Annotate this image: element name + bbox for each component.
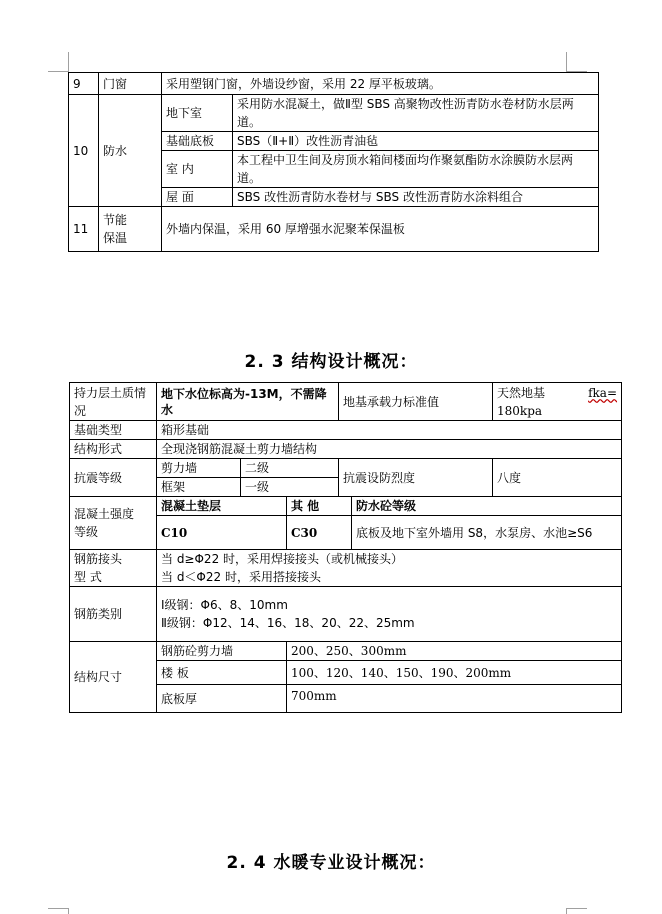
- row-item: [99, 207, 162, 252]
- cell-label-line: 钢筋接头: [74, 552, 123, 566]
- cell-value: 箱形基础: [157, 421, 622, 440]
- sub-item-value: 100、120、140、150、190、200mm: [287, 661, 622, 685]
- row-item: 门窗: [99, 73, 162, 95]
- table-row: [70, 550, 622, 587]
- cell-value-line: 当 d≥Φ22 时，采用焊接接头（或机械接头）: [161, 552, 404, 566]
- row-number: 10: [69, 95, 99, 207]
- crop-mark: [68, 908, 69, 914]
- crop-mark: [48, 908, 68, 909]
- cell-value-line: Ⅰ级钢：Φ6、8、10mm: [161, 598, 288, 612]
- cell-label: 持力层土质情况: [70, 383, 157, 421]
- sub-item-name: 楼 板: [157, 661, 287, 685]
- cell-value-line: Ⅱ级钢：Φ12、14、16、18、20、22、25mm: [161, 616, 415, 630]
- sub-item-content: SBS（Ⅱ+Ⅱ）改性沥青油毡: [233, 132, 599, 151]
- cell-value: [157, 587, 622, 642]
- capacity-value: 180kpa: [497, 403, 543, 418]
- table-row: [70, 587, 622, 642]
- sub-item-name: 钢筋砼剪力墙: [157, 642, 287, 661]
- table-row: [70, 642, 622, 661]
- cell-label: 抗震等级: [70, 459, 157, 497]
- architecture-table: [68, 72, 599, 252]
- cell-label: 基础类型: [70, 421, 157, 440]
- cell-label: [70, 497, 157, 550]
- table-row: [70, 421, 622, 440]
- table-row: [70, 497, 622, 516]
- sub-item-content: 本工程中卫生间及房顶水箱间楼面均作聚氨酯防水涂膜防水层两道。: [233, 151, 599, 188]
- sub-item-content: 采用防水混凝土，做Ⅱ型 SBS 高聚物改性沥青防水卷材防水层两道。: [233, 95, 599, 132]
- cell-label: [70, 550, 157, 587]
- cell-label: 钢筋类别: [70, 587, 157, 642]
- sub-item-name: 基础底板: [162, 132, 233, 151]
- section-heading-hvac: 2. 4 水暖专业设计概况：: [226, 853, 436, 873]
- table-row: [70, 459, 622, 478]
- crop-mark: [68, 52, 69, 72]
- fka-text: fka=: [588, 385, 618, 400]
- row-content: 采用塑钢门窗，外墙设纱窗，采用 22 厚平板玻璃。: [162, 73, 599, 95]
- row-item-line: 保温: [103, 231, 128, 245]
- groundwater-cell: 地下水位标高为-13M，不需降水: [157, 383, 339, 421]
- sub-item-content: SBS 改性沥青防水卷材与 SBS 改性沥青防水涂料组合: [233, 188, 599, 207]
- sub-item-name: 地下室: [162, 95, 233, 132]
- crop-mark: [566, 52, 567, 72]
- foundation-capacity-cell: [493, 383, 622, 421]
- crop-mark: [567, 908, 587, 909]
- section-heading-structure: 2. 3 结构设计概况：: [244, 352, 418, 372]
- row-item-line: 节能: [103, 213, 128, 227]
- table-row: [69, 73, 599, 95]
- crop-mark: [48, 71, 68, 72]
- cell-label: 结构形式: [70, 440, 157, 459]
- row-item: 防水: [99, 95, 162, 207]
- sub-item-value: 200、250、300mm: [287, 642, 622, 661]
- table-row: [70, 383, 622, 421]
- cell-value: 八度: [493, 459, 622, 497]
- cell-value-line: 当 d＜Φ22 时，采用搭接接头: [161, 570, 321, 584]
- structure-table: [69, 382, 622, 713]
- cell-label: 抗震设防烈度: [339, 459, 493, 497]
- table-row: [70, 440, 622, 459]
- cell-value: 底板及地下室外墙用 S8，水泵房、水池≥S6: [352, 516, 622, 550]
- row-content: 外墙内保温，采用 60 厚增强水泥聚苯保温板: [162, 207, 599, 252]
- cell-value: C10: [157, 516, 287, 550]
- row-number: 9: [69, 73, 99, 95]
- capacity-line: [497, 384, 617, 402]
- crop-mark: [566, 908, 567, 914]
- cell-label: 结构尺寸: [70, 642, 157, 713]
- cell-value: 全现浇钢筋混凝土剪力墙结构: [157, 440, 622, 459]
- cell-value: 框架: [157, 478, 241, 497]
- cell-value: 二级: [241, 459, 339, 478]
- sub-item-name: 室 内: [162, 151, 233, 188]
- sub-item-name: 屋 面: [162, 188, 233, 207]
- cell-value: [157, 550, 622, 587]
- cell-label: 地基承载力标准值: [339, 383, 493, 421]
- cell-value: 一级: [241, 478, 339, 497]
- cell-label-line: 等级: [74, 525, 99, 539]
- cell-value: 剪力墙: [157, 459, 241, 478]
- row-number: 11: [69, 207, 99, 252]
- cell-header: 其 他: [287, 497, 352, 516]
- cell-value: C30: [287, 516, 352, 550]
- cell-label-line: 混凝土强度: [74, 507, 135, 521]
- cell-header: 混凝土垫层: [157, 497, 287, 516]
- table-row: [69, 207, 599, 252]
- sub-item-value: 700mm: [287, 685, 622, 713]
- table-row: [69, 95, 599, 132]
- cell-header: 防水砼等级: [352, 497, 622, 516]
- natural-foundation-text: 天然地基: [497, 385, 546, 400]
- sub-item-name: 底板厚: [157, 685, 287, 713]
- cell-label-line: 型 式: [74, 570, 102, 584]
